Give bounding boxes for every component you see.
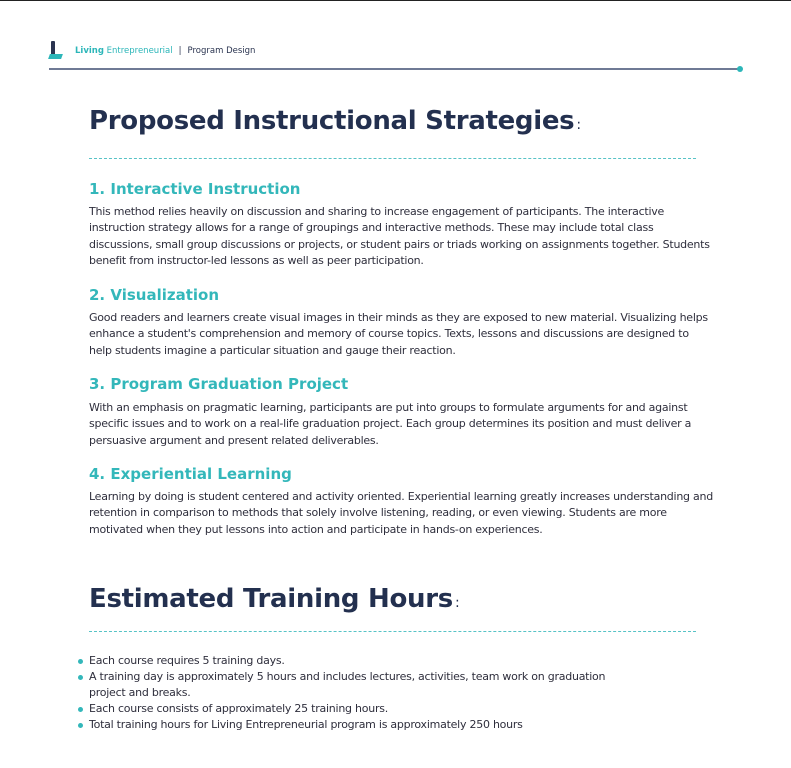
hours-divider <box>89 631 696 632</box>
bullet-dot-icon <box>78 707 83 712</box>
hours-heading <box>89 584 459 614</box>
list-item-text: Total training hours for Living Entrepreneurial program is approximately 250 hours <box>89 718 523 731</box>
bullet-dot-icon <box>78 659 83 664</box>
header-section: Program Design <box>187 46 256 56</box>
bullet-dot-icon <box>78 675 83 680</box>
top-border <box>0 0 791 1</box>
list-item <box>78 701 638 717</box>
page-header <box>49 40 255 62</box>
list-item-text: Each course requires 5 training days. <box>89 654 285 667</box>
brand-light: Entrepreneurial <box>106 46 173 56</box>
strategy-body-2: Good readers and learners create visual images in their minds as they are exposed to new material. Visualizing helps enhance a student's comprehension and memory of course topics. Texts, lessons and discussions are designed to help students imagine a particular situation and gauge their reaction. <box>89 311 708 357</box>
brand-name <box>75 46 173 56</box>
header-separator: | <box>178 46 182 56</box>
living-entrepreneurial-logo-icon <box>49 41 63 61</box>
strategy-title-4: 4. Experiential Learning <box>89 465 292 483</box>
hours-heading-text: Estimated Training Hours <box>89 584 453 614</box>
strategy-title-3: 3. Program Graduation Project <box>89 375 349 393</box>
list-item-text: A training day is approximately 5 hours and includes lectures, activities, team work on graduation project and breaks. <box>89 670 606 699</box>
list-item-text: Each course consists of approximately 25 training hours. <box>89 702 388 715</box>
list-item <box>78 717 638 733</box>
hours-list <box>78 653 638 733</box>
list-item <box>78 653 638 669</box>
header-rule-dot <box>737 66 743 72</box>
strategy-body-3: With an emphasis on pragmatic learning, participants are put into groups to formulate arguments for and against specific issues and to work on a real-life graduation project. Each group determines its position and must deliver a persuasive argument and present related deliverables. <box>89 401 692 447</box>
strategies-heading-colon: : <box>576 117 581 133</box>
strategy-body-1: This method relies heavily on discussion and sharing to increase engagement of participants. The interactive instruction strategy allows for a range of groupings and interactive methods. These may include total class discussions, small group discussions or projects, or student pairs or triads working on assignments together. Students benefit from instructor-led lessons as well as peer participation. <box>89 205 710 267</box>
brand-bold: Living <box>75 46 104 56</box>
strategies-heading-text: Proposed Instructional Strategies <box>89 106 575 136</box>
list-item <box>78 669 638 701</box>
hours-heading-colon: : <box>454 595 460 611</box>
strategies-heading <box>89 106 581 136</box>
header-rule <box>49 68 740 70</box>
bullet-dot-icon <box>78 723 83 728</box>
strategy-body-4: Learning by doing is student centered and activity oriented. Experiential learning greatly increases understanding and retention in comparison to methods that solely involve listening, reading, or even viewing. Students are more motivated when they put lessons into action and participate in hands-on experiences. <box>89 490 713 536</box>
strategy-title-2: 2. Visualization <box>89 286 220 304</box>
strategies-divider <box>89 158 696 159</box>
strategy-title-1: 1. Interactive Instruction <box>89 180 301 198</box>
